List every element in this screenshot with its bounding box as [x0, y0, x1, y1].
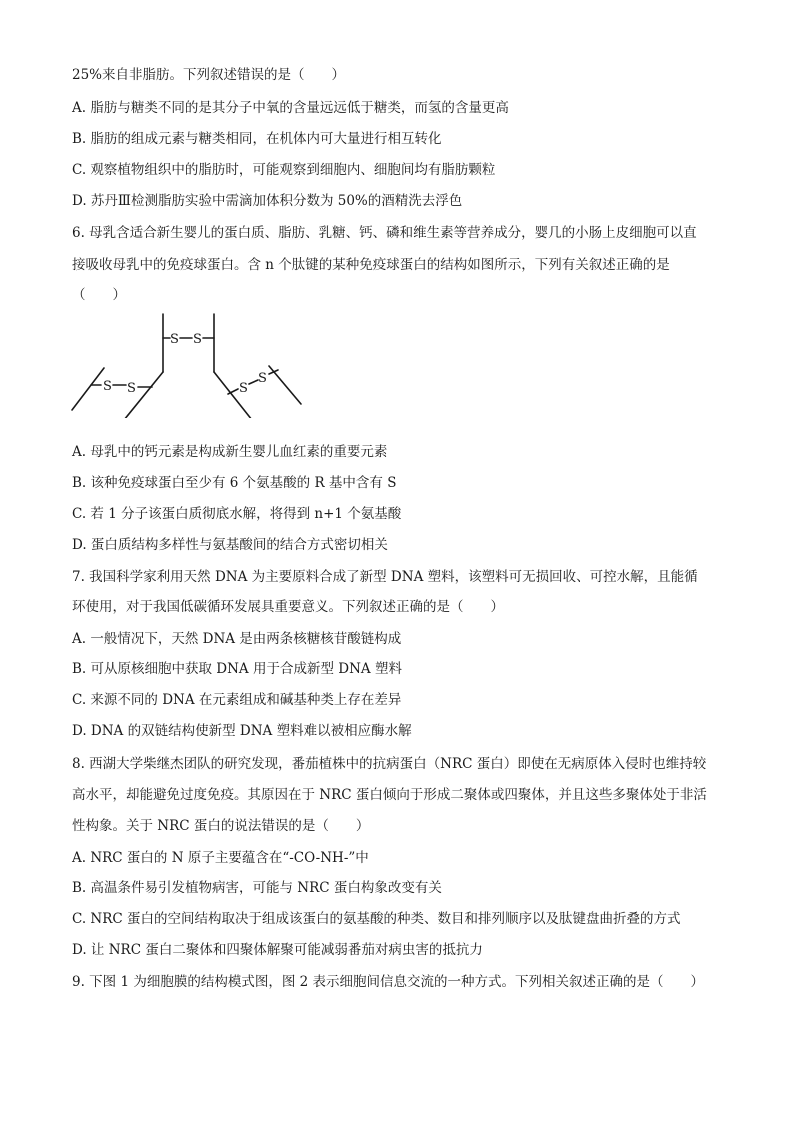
q7-stem-line-2: 环使用，对于我国低碳循环发展具重要意义。下列叙述正确的是（ ） [72, 599, 504, 615]
left-light-chain [72, 368, 104, 410]
q7-option-b: B. 可从原核细胞中获取 DNA 用于合成新型 DNA 塑料 [72, 661, 402, 677]
right-bond-sulfur-1: S [239, 381, 248, 396]
q6-stem-line-2: 接吸收母乳中的免疫球蛋白。含 n 个肽键的某种免疫球蛋白的结构如图所示，下列有关叙述正确的是 [72, 257, 670, 273]
q6-option-b: B. 该种免疫球蛋白至少有 6 个氨基酸的 R 基中含有 S [72, 475, 397, 491]
disulfide-bond-diagram [66, 308, 316, 418]
q7-option-c: C. 来源不同的 DNA 在元素组成和碱基种类上存在差异 [72, 692, 402, 708]
q8-stem-line-1: 8. 西湖大学柴继杰团队的研究发现，番茄植株中的抗病蛋白（NRC 蛋白）即使在无病原体入侵时也维持较 [72, 756, 707, 772]
top-bond-sulfur-right: S [193, 332, 202, 347]
q7-stem-line-1: 7. 我国科学家利用天然 DNA 为主要原料合成了新型 DNA 塑料，该塑料可无损回收、可控水解，且能循 [72, 569, 698, 585]
q7-option-a: A. 一般情况下，天然 DNA 是由两条核糖核苷酸链构成 [72, 631, 402, 647]
right-bond-sulfur-2: S [258, 371, 267, 386]
q6-option-a: A. 母乳中的钙元素是构成新生婴儿血红素的重要元素 [72, 444, 388, 460]
q7-option-d: D. DNA 的双链结构使新型 DNA 塑料难以被相应酶水解 [72, 723, 412, 739]
left-bond-sulfur-2: S [127, 381, 136, 396]
q5-option-c: C. 观察植物组织中的脂肪时，可能观察到细胞内、细胞间均有脂肪颗粒 [72, 162, 496, 178]
q8-option-c: C. NRC 蛋白的空间结构取决于组成该蛋白的氨基酸的种类、数目和排列顺序以及肽键盘曲折叠的方式 [72, 911, 681, 927]
right-bond-segment-2 [249, 380, 258, 384]
q5-stem-continued: 25%来自非脂肪。下列叙述错误的是（ ） [72, 67, 346, 83]
q8-option-a: A. NRC 蛋白的 N 原子主要蕴含在“-CO-NH-”中 [72, 850, 369, 866]
q6-answer-brackets: （ ） [72, 287, 126, 303]
q6-stem-line-1: 6. 母乳含适合新生婴儿的蛋白质、脂肪、乳糖、钙、磷和维生素等营养成分，婴几的小肠上皮细胞可以直 [72, 225, 697, 241]
q8-stem-line-2: 高水平，却能避免过度免疫。其原因在于 NRC 蛋白倾向于形成二聚体或四聚体，并且这些多聚体处于非活 [72, 787, 707, 803]
q9-stem: 9. 下图 1 为细胞膜的结构模式图，图 2 表示细胞间信息交流的一种方式。下列相关叙述正确的是（ ） [72, 974, 705, 990]
immunoglobulin-structure-figure [66, 308, 316, 418]
q6-option-d: D. 蛋白质结构多样性与氨基酸间的结合方式密切相关 [72, 537, 388, 553]
q8-stem-line-3: 性构象。关于 NRC 蛋白的说法错误的是（ ） [72, 818, 370, 834]
q8-option-d: D. 让 NRC 蛋白二聚体和四聚体解聚可能减弱番茄对病虫害的抵抗力 [72, 942, 483, 958]
q5-option-b: B. 脂肪的组成元素与糖类相同，在机体内可大量进行相互转化 [72, 131, 442, 147]
q5-option-a: A. 脂肪与糖类不同的是其分子中氧的含量远远低于糖类，而氢的含量更高 [72, 100, 509, 116]
q6-option-c: C. 若 1 分子该蛋白质彻底水解，将得到 n+1 个氨基酸 [72, 506, 402, 522]
top-bond-sulfur-left: S [170, 332, 179, 347]
q8-option-b: B. 高温条件易引发植物病害，可能与 NRC 蛋白构象改变有关 [72, 880, 442, 896]
q5-option-d: D. 苏丹Ⅲ检测脂肪实验中需滴加体积分数为 50%的酒精洗去浮色 [72, 193, 463, 209]
left-bond-sulfur-1: S [103, 379, 112, 394]
